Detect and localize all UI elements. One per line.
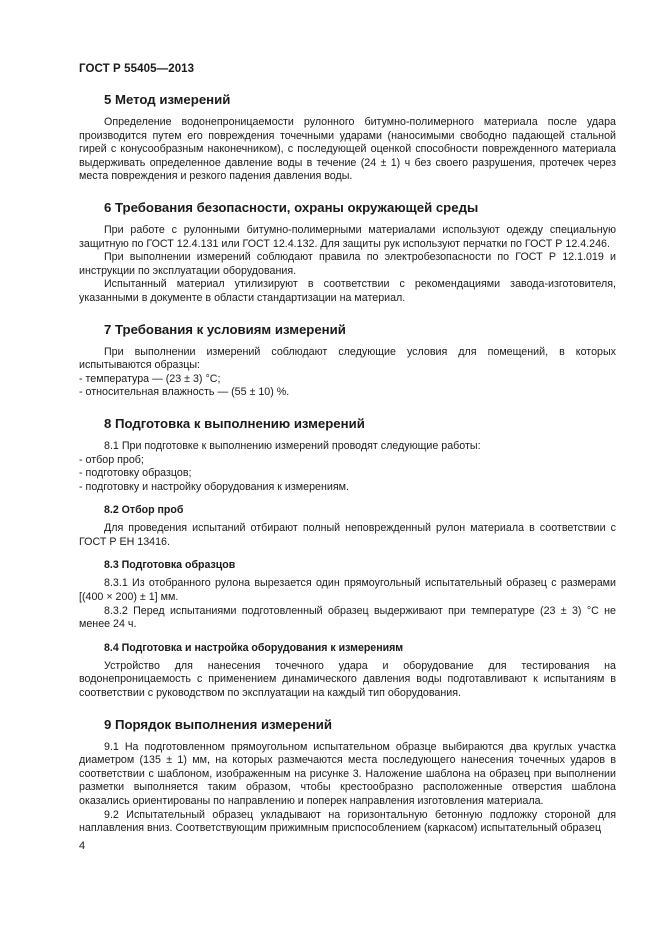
section-9: [79, 717, 616, 836]
subsection-8-2: [79, 504, 616, 549]
page-number: 4: [79, 840, 86, 852]
section-7: [79, 322, 616, 400]
subsection-8-3-title: 8.3 Подготовка образцов: [104, 559, 236, 572]
document-body: [79, 92, 616, 836]
section-8: [79, 416, 616, 701]
section-8-title: 8 Подготовка к выполнению измерений: [104, 415, 365, 431]
section-9-1-paragraph: 9.1 На подготовленном прямоугольном испытательном образце выбираются два круглых участка диаметром (135 ± 1) мм, на которых размечаются места последующего нанесения точечных ударов в соответствии с шаблоном, изображенным на рисунке 3. Наложение шаблона на образец при выполнении разметки выполняется таким образом, чтобы крестообразно расположенные отверстия шаблона оказались ориентированы по направлению и поперек направления изготовления материала.: [79, 740, 616, 807]
section-6-title: 6 Требования безопасности, охраны окружающей среды: [104, 199, 479, 215]
section-7-title: 7 Требования к условиям измерений: [104, 321, 346, 337]
section-6-paragraph-1: При работе с рулонными битумно-полимерными материалами используют одежду специальную защитную по ГОСТ 12.4.131 или ГОСТ 12.4.132. Для защиты рук используют перчатки по ГОСТ Р 12.4.246.: [79, 223, 616, 250]
section-8-1-paragraph: 8.1 При подготовке к выполнению измерений проводят следующие работы:: [104, 439, 481, 452]
subsection-8-4-title: 8.4 Подготовка и настройка оборудования к измерениям: [104, 641, 404, 654]
subsection-8-4: [79, 642, 616, 701]
section-6: [79, 200, 616, 306]
subsection-8-2-title: 8.2 Отбор проб: [104, 504, 184, 517]
subsection-8-4-paragraph: Устройство для нанесения точечного удара и оборудование для тестирования на водонепроницаемость с применением динамического давления воды подготавливают к испытаниям в соответствии с руководством по эксплуатации на каждый тип оборудования.: [79, 659, 616, 700]
section-9-2-paragraph: 9.2 Испытательный образец укладывают на горизонтальную бетонную подложку стороной для наплавления вниз. Соответствующим прижимным приспособлением (каркасом) испытательный образец: [79, 808, 616, 835]
subsection-8-2-paragraph: Для проведения испытаний отбирают полный неповрежденный рулон материала в соответствии с ГОСТ Р ЕН 13416.: [79, 522, 616, 548]
section-6-paragraph-3: Испытанный материал утилизируют в соответствии с рекомендациями завода-изготовителя, указанными в документе в области стандартизации на материал.: [79, 278, 616, 304]
list-item: - относительная влажность — (55 ± 10) %.: [79, 386, 290, 399]
document-header: ГОСТ Р 55405—2013: [79, 63, 195, 75]
list-item: - отбор проб;: [79, 453, 144, 466]
subsection-8-3-2-paragraph: 8.3.2 Перед испытаниями подготовленный образец выдерживают при температуре (23 ± 3) °С не менее 24 ч.: [79, 604, 616, 631]
section-5-title: 5 Метод измерений: [104, 92, 231, 107]
list-item: - подготовку образцов;: [79, 467, 192, 480]
subsection-8-3: [79, 559, 616, 631]
section-9-title: 9 Порядок выполнения измерений: [104, 716, 332, 732]
section-5: [79, 92, 616, 184]
section-5-paragraph: Определение водонепроницаемости рулонного битумно-полимерного материала после удара производится путем его повреждения точечными ударами (наносимыми свободно падающей стальной гирей с конусообразным наконечником), с последующей оценкой способности поврежденного материала выдерживать определенное давление воды в течение (24 ± 1) ч без своего разрушения, протечек через места повреждения и резкого падения давления воды.: [79, 116, 616, 183]
subsection-8-3-1-paragraph: 8.3.1 Из отобранного рулона вырезается один прямоугольный испытательный образец с размерами [(400 × 200) ± 1] мм.: [79, 577, 616, 604]
section-7-paragraph: При выполнении измерений соблюдают следующие условия для помещений, в которых испытываются образцы:: [79, 345, 616, 372]
section-6-paragraph-2: При выполнении измерений соблюдают правила по электробезопасности по ГОСТ Р 12.1.019 и инструкции по эксплуатации оборудования.: [79, 251, 616, 277]
list-item: - подготовку и настройку оборудования к измерениям.: [79, 480, 349, 493]
list-item: - температура — (23 ± 3) °С;: [79, 372, 221, 385]
